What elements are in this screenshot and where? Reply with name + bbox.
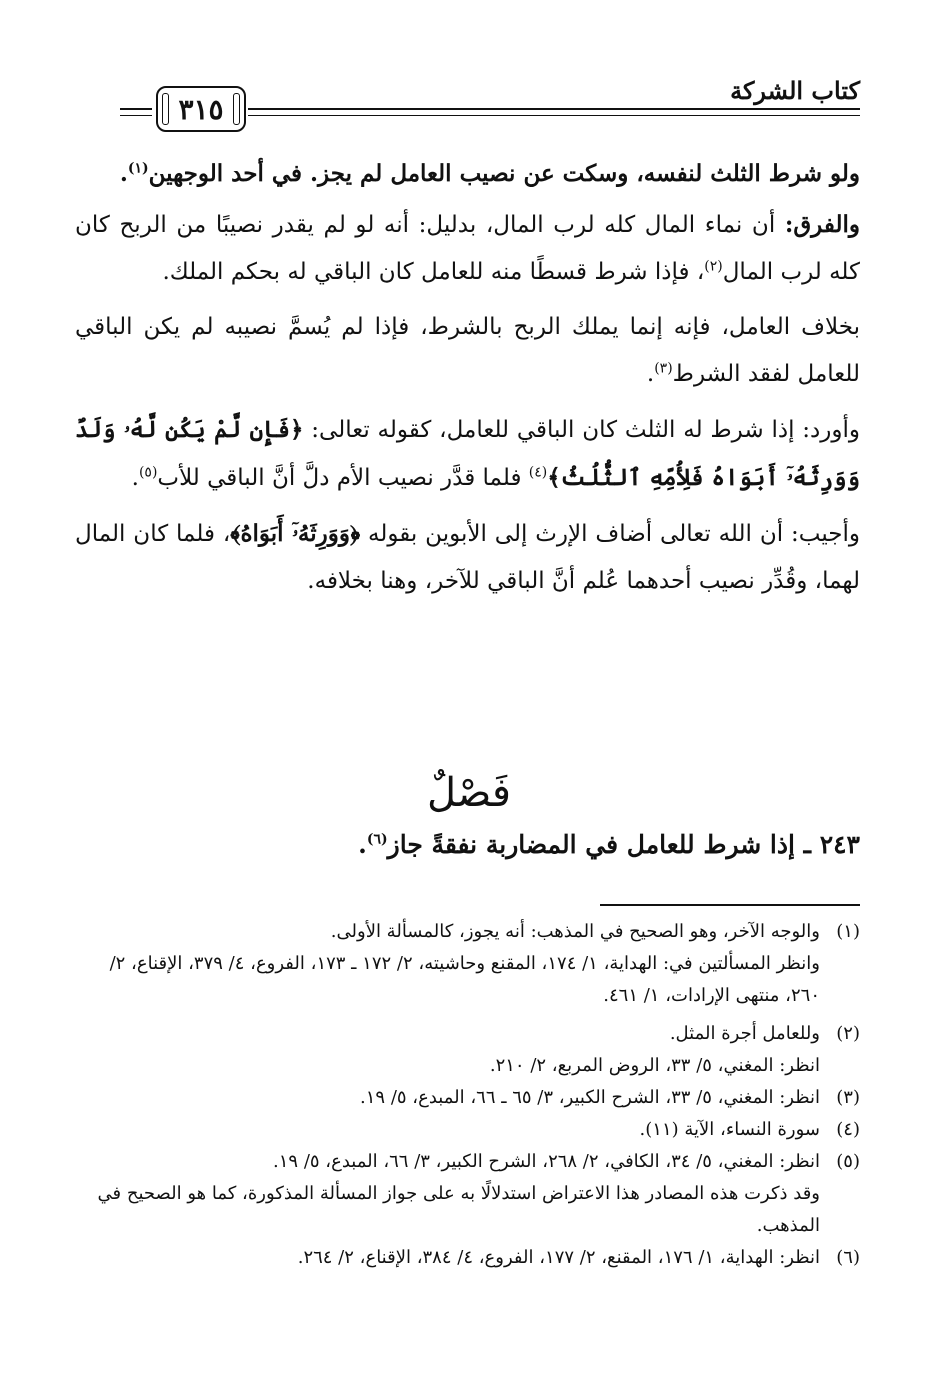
footnote-5 <box>75 1146 860 1242</box>
paragraph-4-text-b: فلما قدَّر نصيب الأم دلَّ أنَّ الباقي للأب <box>157 465 529 491</box>
paragraph-2-text-b: ، فإذا شرط قسطًا منه للعامل كان الباقي له بحكم الملك. <box>162 259 705 285</box>
footnote-line: وقد ذكرت هذه المصادر هذا الاعتراض استدلالًا به على جواز المسألة المذكورة، كما هو الصحيح في المذهب. <box>97 1183 820 1236</box>
paragraph-5-text-b: ، فلما كان المال لهما، وقُدِّر نصيب أحدهما عُلم أنَّ الباقي للآخر، وهنا بخلافه. <box>75 521 860 594</box>
footnote-6 <box>75 1242 860 1274</box>
footnote-1 <box>75 916 860 1012</box>
footnote-line: انظر: المغني، ٥/ ٣٣، الشرح الكبير، ٣/ ٦٥ ـ ٦٦، المبدع، ٥/ ١٩. <box>360 1087 820 1108</box>
footnote-number: (٢) <box>836 1023 860 1044</box>
footnotes <box>75 916 860 1274</box>
footnote-ref-4: (٤) <box>528 464 548 481</box>
footnote-number: (٤) <box>836 1119 860 1140</box>
paragraph-3-end: . <box>646 361 655 387</box>
paragraph-2-text-a: أن نماء المال كله لرب المال، بدليل: أنه لو لم يقدر نصيبًا من الربح كان كله لرب المال <box>75 212 860 285</box>
footnote-4 <box>75 1114 860 1146</box>
footnote-line: وانظر المسألتين في: الهداية، ١/ ١٧٤، المقنع وحاشيته، ٢/ ١٧٢ ـ ١٧٣، الفروع، ٤/ ٣٧٩، الإقناع، ٢/ ٢٦٠، منتهى الإرادات، ١/ ٤٦١. <box>109 953 820 1006</box>
footnote-ref-1: (١) <box>127 160 149 177</box>
paragraph-4 <box>75 406 860 502</box>
footnote-separator <box>600 904 860 906</box>
paragraph-2-lead: والفرق: <box>784 211 860 238</box>
footnote-ref-2: (٢) <box>704 258 723 275</box>
paragraph-1 <box>75 150 860 197</box>
footnote-line: وللعامل أجرة المثل. <box>669 1023 820 1044</box>
footnote-ref-5: (٥) <box>138 464 158 481</box>
footnote-line: والوجه الآخر، وهو الصحيح في المذهب: أنه يجوز، كالمسألة الأولى. <box>330 921 820 942</box>
footnote-number: (٣) <box>836 1087 860 1108</box>
footnote-ref-3: (٣) <box>654 360 673 377</box>
paragraph-3-text: بخلاف العامل، فإنه إنما يملك الربح بالشرط، فإذا لم يُسمَّ نصيبه لم يكن الباقي للعامل لفقد الشرط <box>75 314 860 387</box>
footnote-3 <box>75 1082 860 1114</box>
footnote-number: (٥) <box>836 1151 860 1172</box>
footnote-line: انظر: المغني، ٥/ ٣٤، الكافي، ٢/ ٢٦٨، الشرح الكبير، ٣/ ٦٦، المبدع، ٥/ ١٩. <box>273 1151 820 1172</box>
footnote-number: (٦) <box>836 1247 860 1268</box>
footnote-ref-6: (٦) <box>366 831 388 848</box>
paragraph-5-text-a: وأجيب: أن الله تعالى أضاف الإرث إلى الأبوين بقوله <box>360 521 860 547</box>
paragraph-3 <box>75 304 860 398</box>
main-text <box>75 150 860 605</box>
issue-text: ٢٤٣ ـ إذا شرط للعامل في المضاربة نفقةً جاز <box>387 830 860 859</box>
footnote-line: انظر: الهداية، ١/ ١٧٦، المقنع، ٢/ ١٧٧، الفروع، ٤/ ٣٨٤، الإقناع، ٢/ ٢٦٤. <box>297 1247 820 1268</box>
paragraph-2 <box>75 201 860 296</box>
footnote-number: (١) <box>836 921 860 942</box>
page-number: ٣١٥ <box>156 86 246 132</box>
header-left-rule <box>120 108 152 116</box>
running-title: كتاب الشركة <box>730 76 860 105</box>
quran-verse-1: ﴿فَإِن لَّمْ يَكُن لَّهُۥ وَلَدٌ وَوَرِثَهُۥٓ أَبَوَاهُ فَلِأُمِّهِ ٱلثُّلُثُ﴾ <box>75 416 860 491</box>
paragraph-4-text-a: وأورد: إذا شرط له الثلث كان الباقي للعامل، كقوله تعالى: <box>303 417 860 443</box>
footnote-line: انظر: المغني، ٥/ ٣٣، الروض المربع، ٢/ ٢١٠. <box>489 1055 820 1076</box>
quran-verse-2: ﴿وَوَرِثَهُۥٓ أَبَوَاهُ﴾ <box>230 520 361 547</box>
issue-end: . <box>358 830 367 859</box>
footnote-line: سورة النساء، الآية (١١). <box>639 1119 820 1140</box>
paragraph-5 <box>75 510 860 605</box>
paragraph-4-end: . <box>131 465 139 491</box>
footnote-2 <box>75 1018 860 1082</box>
header-rule <box>248 108 860 116</box>
paragraph-1-text: ولو شرط الثلث لنفسه، وسكت عن نصيب العامل لم يجز. في أحد الوجهين <box>148 160 860 187</box>
issue-heading <box>75 830 860 859</box>
section-heading-fasl: فَصْلٌ <box>426 770 512 816</box>
paragraph-1-end: . <box>119 160 128 187</box>
